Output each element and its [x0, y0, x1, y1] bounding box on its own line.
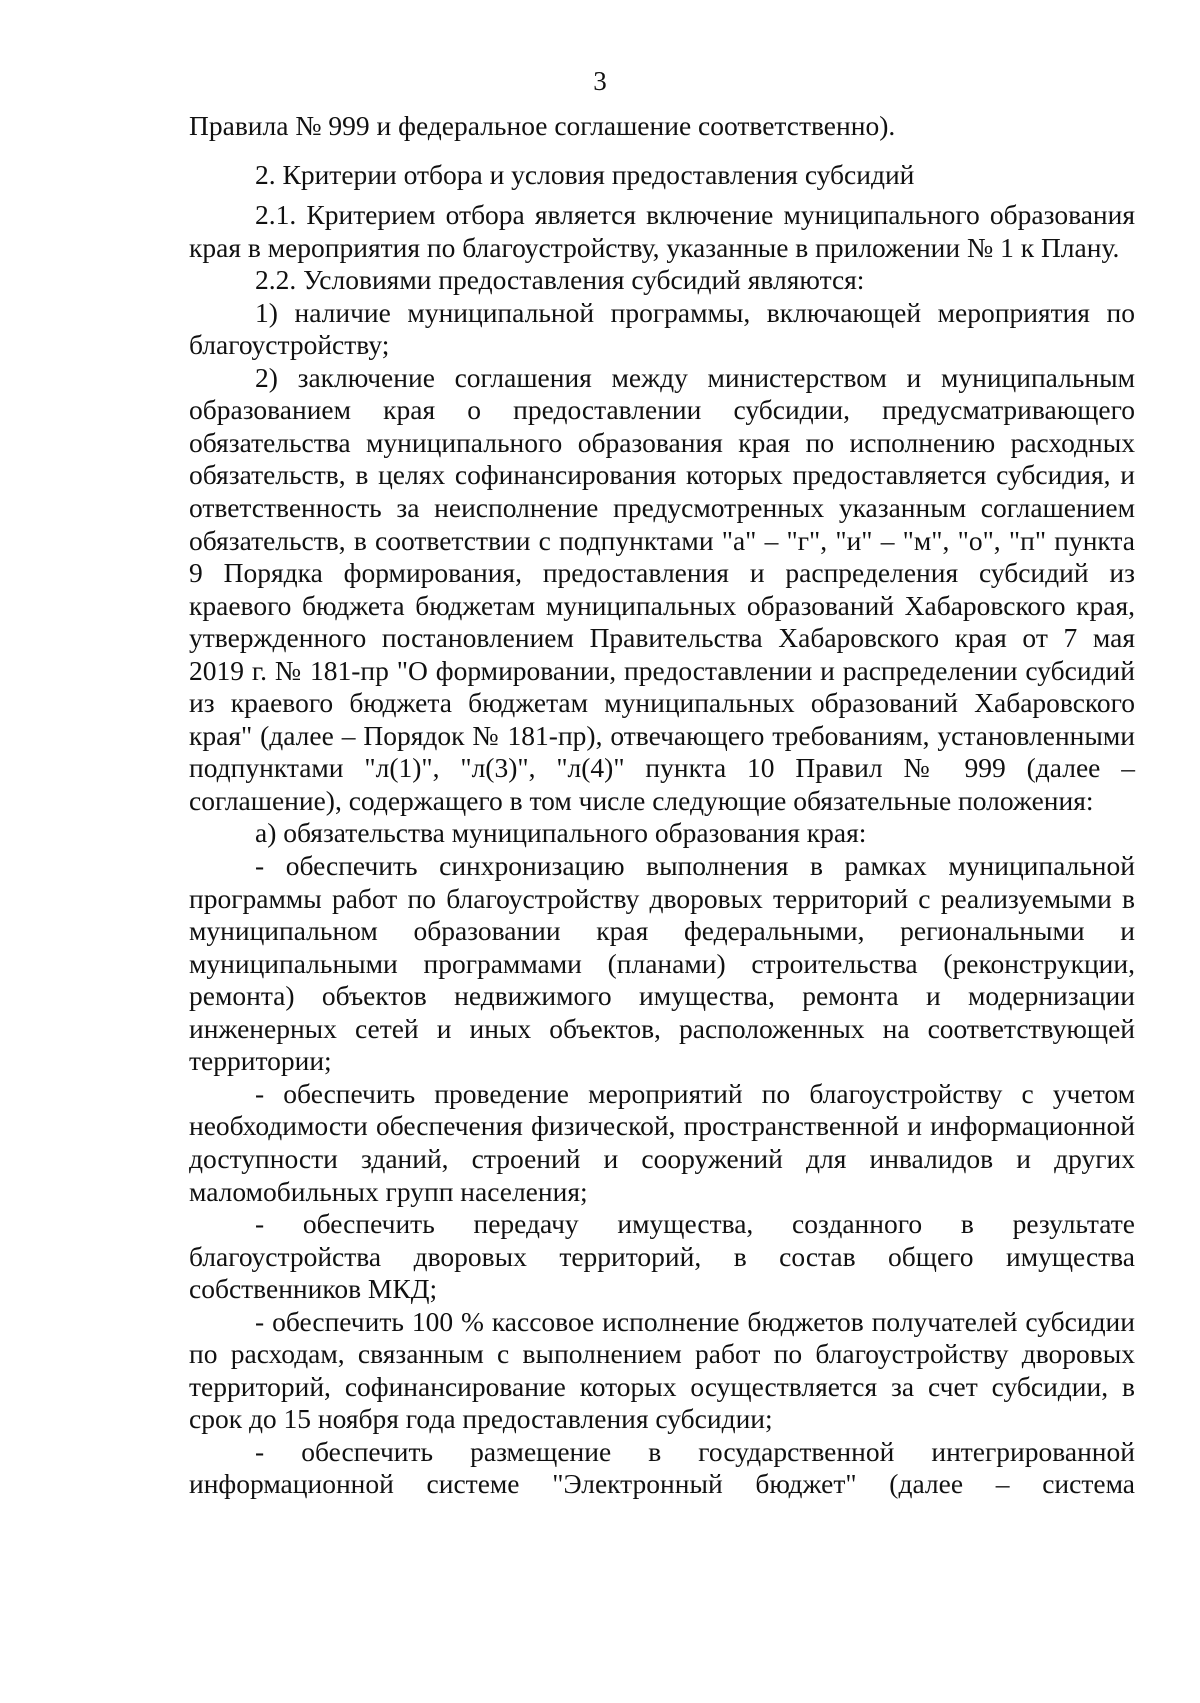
paragraph-2-1: 2.1. Критерием отбора является включение муниципального образования края в мероприятия по благоустройству, указанные в приложении № 1 к Плану. [189, 199, 1135, 263]
paragraph-bullet-property-transfer: - обеспечить передачу имущества, созданного в результате благоустройства дворовых территорий, в состав общего имущества собственников МКД; [189, 1208, 1135, 1305]
page-number: 3 [593, 66, 607, 96]
paragraph-continuation: Правила № 999 и федеральное соглашение соответственно). [189, 110, 896, 141]
paragraph-bullet-placement: - обеспечить размещение в государственной интегрированной информационной системе "Электронный бюджет" (далее – система [189, 1435, 1135, 1500]
paragraph-item-1: 1) наличие муниципальной программы, включающей мероприятия по благоустройству; [189, 296, 1135, 361]
section-heading: 2. Критерии отбора и условия предоставления субсидий [255, 158, 915, 190]
paragraph-bullet-sync: - обеспечить синхронизацию выполнения в рамках муниципальной программы работ по благоустройству дворовых территорий с реализуемыми в муниципальном образовании края федеральными, региональными и муниципальными программами (планами) строительства (реконструкции, ремонта) объектов недвижимого имущества, ремонта и модернизации инженерных сетей и иных объектов, расположенных на соответствующей территории; [189, 850, 1135, 1077]
paragraph-subitem-a: а) обязательства муниципального образования края: [255, 817, 867, 849]
paragraph-item-2: 2) заключение соглашения между министерством и муниципальным образованием края о предоставлении субсидии, предусматривающего обязательства муниципального образования края по исполнению расходных обязательств, в целях софинансирования которых предоставляется субсидия, и ответственность за неисполнение предусмотренных указанным соглашением обязательств, в соответствии с подпунктами "а" – "г", "и" – "м", "о", "п" пункта 9 Порядка формирования, предоставления и распределения субсидий из краевого бюджета бюджетам муниципальных образований Хабаровского края, утвержденного постановлением Правительства Хабаровского края от 7 мая 2019 г. № 181-пр "О формировании, предоставлении и распределении субсидий из краевого бюджета бюджетам муниципальных образований Хабаровского края" (далее – Порядок № 181-пр), отвечающего требованиям, установленными подпунктами "л(1)", "л(3)", "л(4)" пункта 10 Правил № 999 (далее – соглашение), содержащего в том числе следующие обязательные положения: [189, 361, 1135, 816]
paragraph-2-2: 2.2. Условиями предоставления субсидий являются: [255, 264, 865, 296]
paragraph-bullet-accessibility: - обеспечить проведение мероприятий по благоустройству с учетом необходимости обеспечения физической, пространственной и информационной доступности зданий, строений и сооружений для инвалидов и других маломобильных групп населения; [189, 1077, 1135, 1207]
document-body [189, 110, 1135, 1501]
paragraph-bullet-cash-execution: - обеспечить 100 % кассовое исполнение бюджетов получателей субсидии по расходам, связанным с выполнением работ по благоустройству дворовых территорий, софинансирование которых осуществляется за счет субсидии, в срок до 15 ноября года предоставления субсидии; [189, 1305, 1135, 1435]
